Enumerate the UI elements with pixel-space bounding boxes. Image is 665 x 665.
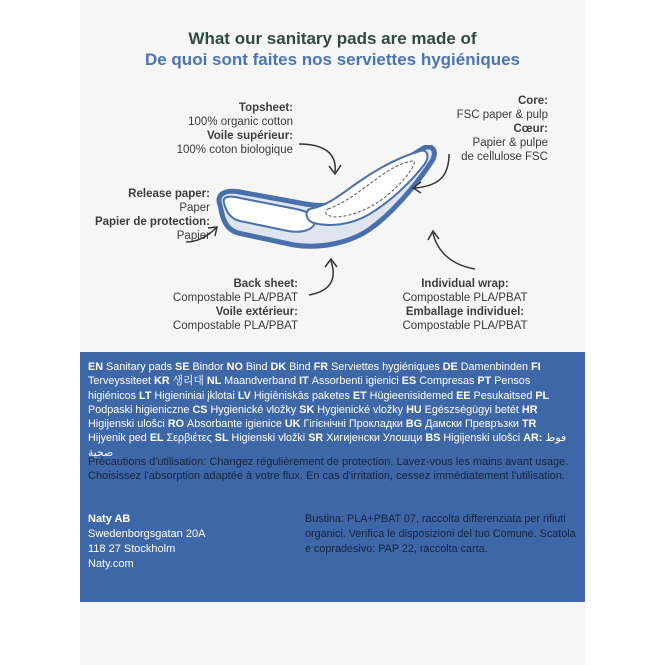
precautions-text: Précautions d'utilisation: Changez régulièrement de protection. Lavez-vous les mains avant usage. Choisissez l'absorption adaptée à votre flux. En cas d'irritation, cessez immédiatement l'utilisation. (88, 456, 569, 482)
language-code: UK (284, 418, 304, 431)
language-code: ES (401, 375, 420, 388)
language-term: Hijyenik ped (88, 432, 150, 445)
language-code: NL (206, 375, 225, 388)
language-term: Hygienické vložky (210, 403, 300, 416)
company-address (88, 512, 278, 572)
language-term: Higijenski ulošci (88, 418, 168, 431)
release-text-en: Paper (179, 202, 210, 214)
wrap-text-en: Compostable PLA/PBAT (402, 292, 528, 304)
language-term: Assorbenti igienici (311, 375, 402, 388)
language-list (88, 360, 577, 460)
language-term: Bindor (192, 361, 227, 373)
language-code: SL (214, 432, 232, 445)
language-term: Compresas (419, 375, 478, 388)
topsheet-text-en: 100% organic cotton (188, 116, 293, 128)
language-term: Хигијенски Улошци (326, 432, 426, 445)
language-code: LV (237, 389, 254, 402)
arrow-icon (405, 150, 455, 195)
release-heading-en: Release paper: (128, 188, 210, 200)
core-text-fr-1: Papier & pulpe (472, 137, 548, 149)
language-code: SK (299, 403, 318, 416)
company-city: 118 27 Stockholm (88, 543, 176, 555)
label-individual-wrap (380, 277, 550, 333)
language-code: SR (308, 432, 327, 445)
language-code: EE (456, 389, 474, 402)
language-code: EN (88, 361, 106, 373)
language-code: RO (167, 418, 188, 431)
language-term: Pensos higiénicos (88, 375, 531, 402)
language-term: Дамски Превръзки (425, 418, 522, 431)
language-term: Egészségügyi betét (424, 403, 522, 416)
language-code: EL (149, 432, 167, 445)
topsheet-text-fr: 100% coton biologique (176, 144, 293, 156)
release-heading-fr: Papier de protection: (94, 216, 210, 228)
topsheet-heading-fr: Voile supérieur: (206, 130, 293, 142)
language-code: HR (521, 403, 538, 416)
wrap-text-fr: Compostable PLA/PBAT (402, 320, 528, 332)
language-code: PL (535, 389, 549, 402)
core-text-en: FSC paper & pulp (456, 109, 548, 121)
title-french: De quoi sont faites nos serviettes hygiéniques (144, 50, 521, 69)
language-term: Pesukaitsed (473, 389, 536, 402)
release-text-fr: Papier (176, 230, 210, 242)
language-code: FI (530, 361, 541, 373)
language-term: Hygienické vložky (317, 403, 407, 416)
backsheet-text-fr: Compostable PLA/PBAT (172, 320, 298, 332)
arrow-icon (182, 222, 222, 250)
language-code: FR (313, 361, 332, 373)
language-code: KR (154, 375, 173, 388)
language-code: DE (442, 361, 461, 373)
language-term: Higijenski ulošci (443, 432, 524, 445)
language-code: BG (405, 418, 426, 431)
language-code: IT (299, 375, 312, 388)
language-code: BS (425, 432, 444, 445)
language-code: DK (270, 361, 290, 373)
language-code: CS (192, 403, 211, 416)
language-term: Higiēniskās paketes (253, 389, 353, 402)
language-code: ET (352, 389, 370, 402)
language-term: 생리대 (172, 375, 207, 388)
language-code: PT (477, 375, 495, 388)
backsheet-text-en: Compostable PLA/PBAT (172, 292, 298, 304)
language-code: HU (406, 403, 425, 416)
company-street: Swedenborgsgatan 20A (88, 528, 206, 540)
language-term: Podpaski higieniczne (88, 403, 193, 416)
backsheet-heading-en: Back sheet: (233, 278, 298, 290)
language-term: Maandverband (224, 375, 300, 388)
language-term: Sanitary pads (106, 361, 176, 373)
language-code: AR: (523, 432, 546, 445)
core-heading-en: Core: (517, 95, 548, 107)
language-term: Bind (245, 361, 271, 373)
diagram-section (80, 0, 585, 352)
language-term: Higienski vložki (231, 432, 309, 445)
arrow-icon (295, 140, 350, 180)
language-term: Terveyssiteet (88, 375, 155, 388)
language-term: Serviettes hygiéniques (331, 361, 443, 373)
language-term: فوط صحية (88, 432, 567, 459)
package-panel (80, 0, 585, 665)
language-term: Σερβιέτες (166, 432, 215, 445)
language-code: SE (175, 361, 193, 373)
label-back-sheet (120, 277, 298, 333)
arrow-icon (425, 225, 480, 275)
company-web: Naty.com (88, 558, 134, 570)
italian-recycling-note: Bustina: PLA+PBAT 07, raccolta differenziata per rifiuti organici. Verifica le disposizioni del tuo Comune. Scatola e copradesivo: PAP 22, raccolta carta. (305, 513, 576, 555)
core-text-fr-2: de cellulose FSC (461, 151, 548, 163)
wrap-heading-en: Individual wrap: (421, 278, 509, 290)
language-term: Bind (289, 361, 314, 373)
language-term: Hügieenisidemed (369, 389, 457, 402)
arrow-icon (305, 255, 345, 300)
language-term: Гігієнічні Прокладки (303, 418, 406, 431)
language-code: LT (139, 389, 155, 402)
language-code: TR (521, 418, 537, 431)
language-term: Absorbante igienice (187, 418, 285, 431)
title-english: What our sanitary pads are made of (188, 29, 477, 48)
wrap-heading-fr: Emballage individuel: (405, 306, 525, 318)
company-name: Naty AB (88, 513, 131, 525)
language-code: NO (226, 361, 246, 373)
core-heading-fr: Cœur: (513, 123, 548, 135)
language-term: Damenbinden (460, 361, 531, 373)
language-term: Higieniniai įklotai (154, 389, 238, 402)
backsheet-heading-fr: Voile extérieur: (215, 306, 298, 318)
info-band (80, 352, 585, 602)
topsheet-heading-en: Topsheet: (238, 102, 293, 114)
